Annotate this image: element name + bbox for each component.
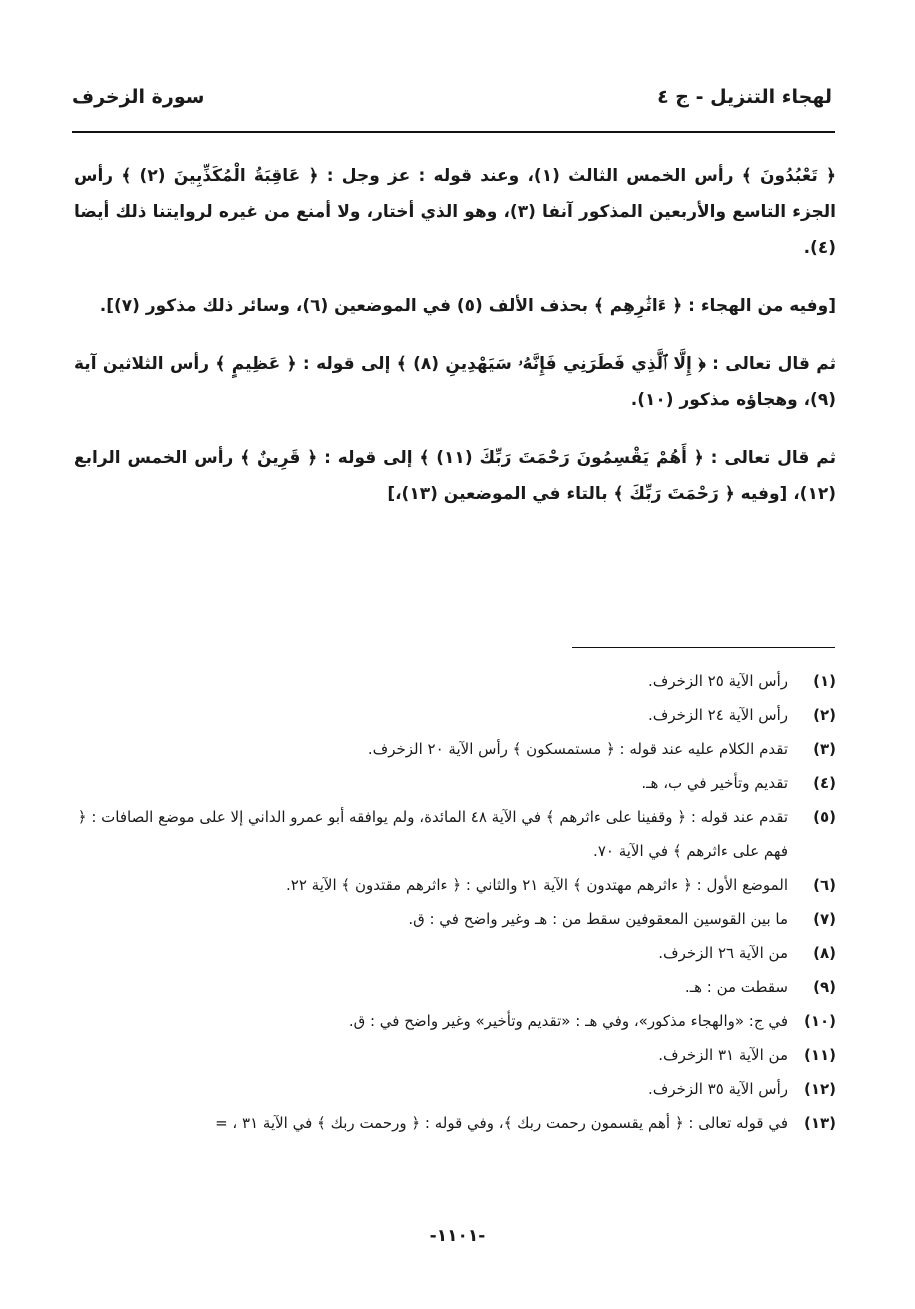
footnote-text: من الآية ٣١ الزخرف. — [658, 1046, 788, 1064]
header-rule — [72, 131, 835, 133]
footnote-number: (١٢) — [803, 1080, 836, 1098]
footnote-text: في ج: «والهجاء مذكور»، وفي هـ : «تقديم وتأخير» وغير واضح في : ق. — [348, 1012, 788, 1030]
paragraph: ﴿ تَعْبُدُونَ ﴾ رأس الخمس الثالث (١)، وعند قوله : عز وجل : ﴿ عَاقِبَةُ الْمُكَذِّبِينَ (٢) ﴾ رأس الجزء التاسع والأربعين المذكور آنفا (٣)، وهو الذي أختار، ولا أمنع من غيره لروايتنا ذلك أيضا (٤). — [74, 166, 836, 258]
footnote-text: تقدم الكلام عليه عند قوله : ﴿ مستمسكون ﴾ رأس الآية ٢٠ الزخرف. — [367, 740, 788, 758]
surah-title-header: سورة الزخرف — [72, 86, 205, 108]
footnote-number: (١٠) — [803, 1012, 836, 1030]
footnote-rule — [572, 647, 835, 648]
paragraph: ثم قال تعالى : ﴿ إِلَّا ٱلَّذِي فَطَرَنِي فَإِنَّهُۥ سَيَهْدِينِ (٨) ﴾ إلى قوله : ﴿ عَظِيمٍ ﴾ رأس الثلاثين آية (٩)، وهجاؤه مذكور (١٠). — [74, 354, 836, 410]
footnote-number: (٦) — [813, 876, 836, 894]
footnote-number: (٣) — [813, 740, 836, 758]
footnote-text: سقطت من : هـ. — [684, 978, 788, 996]
footnote-number: (٩) — [813, 978, 836, 996]
paragraph: ثم قال تعالى : ﴿ أَهُمْ يَقْسِمُونَ رَحْمَتَ رَبِّكَ (١١) ﴾ إلى قوله : ﴿ قَرِينٌ ﴾ رأس الخمس الرابع (١٢)، [وفيه ﴿ رَحْمَتَ رَبِّكَ ﴾ بالتاء في الموضعين (١٣)،] — [74, 448, 836, 504]
footnote — [74, 1072, 836, 1106]
footnote-number: (١) — [813, 672, 836, 690]
footnote — [74, 1004, 836, 1038]
footnote-text: في قوله تعالى : ﴿ أهم يقسمون رحمت ربك ﴾، وفي قوله : ﴿ ورحمت ربك ﴾ في الآية ٣١ ، = — [215, 1114, 788, 1132]
page-number: -١١٠١- — [429, 1226, 486, 1246]
footnote-number: (٤) — [813, 774, 836, 792]
footnote-number: (١١) — [803, 1046, 836, 1064]
footnote-text: ما بين القوسين المعقوفين سقط من : هـ وغير واضح في : ق. — [408, 910, 788, 928]
footnote — [74, 868, 836, 902]
footnote-text: الموضع الأول : ﴿ ءاثرهم مهتدون ﴾ الآية ٢١ والثاني : ﴿ ءاثرهم مقتدون ﴾ الآية ٢٢. — [286, 876, 788, 894]
footnote — [74, 902, 836, 936]
main-text — [74, 158, 836, 534]
footnote-number: (٨) — [813, 944, 836, 962]
footnotes — [74, 664, 836, 1140]
footnote-number: (٧) — [813, 910, 836, 928]
paragraph: [وفيه من الهجاء : ﴿ ءَاثَٰرِهِم ﴾ بحذف الألف (٥) في الموضعين (٦)، وسائر ذلك مذكور (٧)]. — [99, 296, 836, 316]
footnote — [74, 970, 836, 1004]
footnote — [74, 664, 836, 698]
footnote-number: (٥) — [813, 808, 836, 826]
book-title-header: لهجاء التنزيل - ج ٤ — [657, 86, 832, 108]
footnote-number: (١٣) — [803, 1114, 836, 1132]
footnote-text: تقدم عند قوله : ﴿ وقفينا على ءاثرهم ﴾ في الآية ٤٨ المائدة، ولم يوافقه أبو عمرو الداني إلا على موضع الصافات : ﴿ فهم على ءاثرهم ﴾ في الآية ٧٠. — [77, 808, 788, 860]
footnote — [74, 698, 836, 732]
footnote-text: رأس الآية ٢٤ الزخرف. — [648, 706, 788, 724]
footnote — [74, 1038, 836, 1072]
footnote — [74, 1106, 836, 1140]
footnote — [74, 936, 836, 970]
footnote-text: تقديم وتأخير في ب، هـ. — [641, 774, 788, 792]
footnote — [74, 732, 836, 766]
footnote-text: رأس الآية ٣٥ الزخرف. — [648, 1080, 788, 1098]
footnote-number: (٢) — [813, 706, 836, 724]
footnote-text: رأس الآية ٢٥ الزخرف. — [648, 672, 788, 690]
running-header — [72, 86, 832, 126]
footnote — [74, 766, 836, 800]
footnote — [74, 800, 836, 868]
footnote-text: من الآية ٢٦ الزخرف. — [658, 944, 788, 962]
